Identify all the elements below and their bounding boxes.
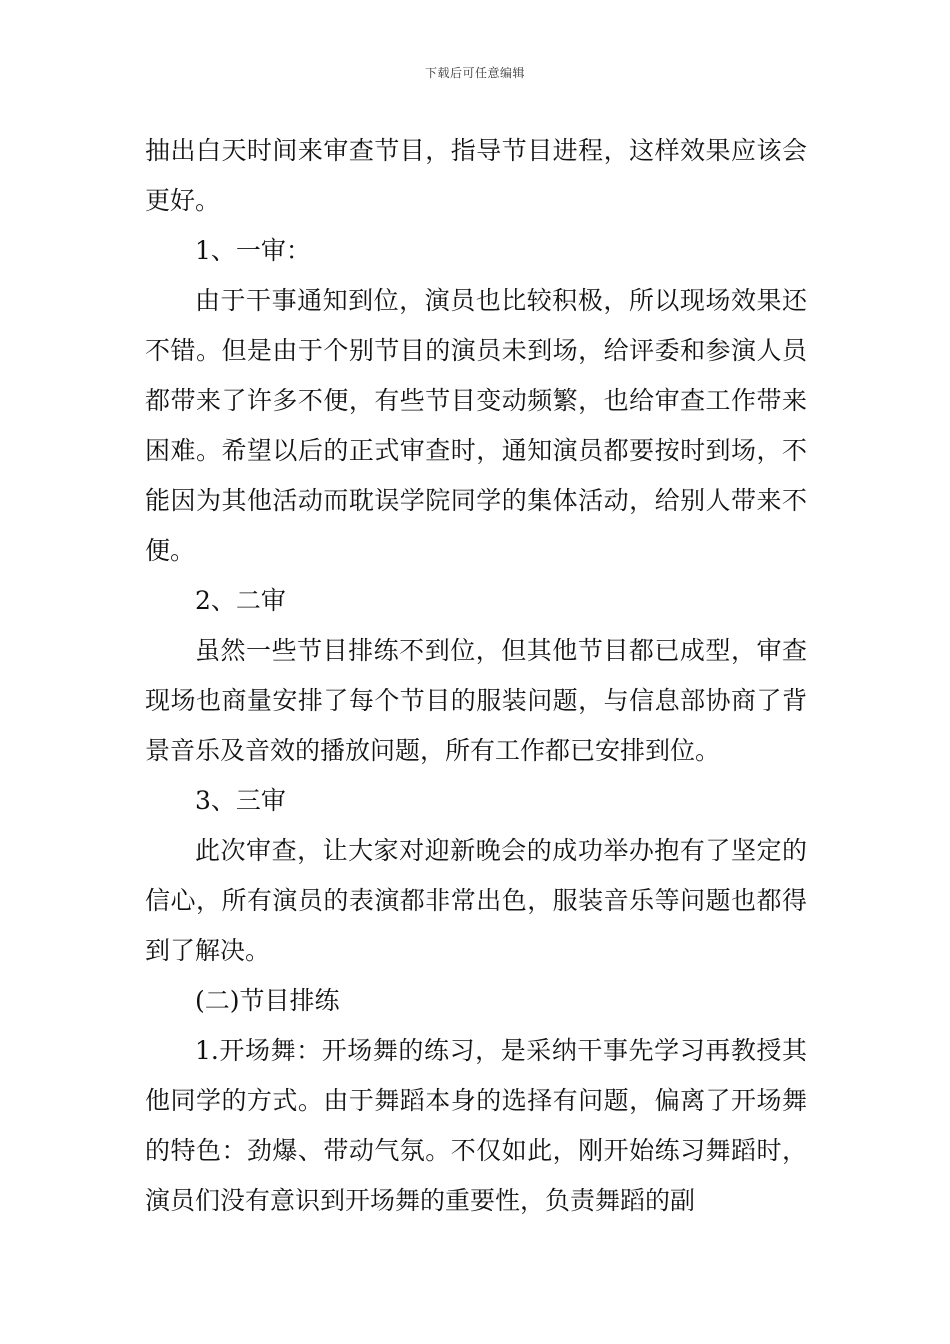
section-heading-third-review: 3、三审 — [195, 786, 286, 815]
paragraph-continuation: 抽出白天时间来审查节目，指导节目进程，这样效果应该会更好。 — [145, 136, 807, 215]
page-header: 下载后可任意编辑 — [424, 66, 525, 80]
document-body — [145, 126, 807, 1226]
paragraph-first-review: 由于干事通知到位，演员也比较积极，所以现场效果还不错。但是由于个别节目的演员未到场，给评委和参演人员都带来了许多不便，有些节目变动频繁，也给审查工作带来困难。希望以后的正式审查时，通知演员都要按时到场，不能因为其他活动而耽误学院同学的集体活动，给别人带来不便。 — [145, 286, 807, 565]
paragraph-opening-dance: 1.开场舞：开场舞的练习，是采纳干事先学习再教授其他同学的方式。由于舞蹈本身的选择有问题，偏离了开场舞的特色：劲爆、带动气氛。不仅如此，刚开始练习舞蹈时，演员们没有意识到开场舞的重要性，负责舞蹈的副 — [145, 1036, 807, 1215]
paragraph-second-review: 虽然一些节目排练不到位，但其他节目都已成型，审查现场也商量安排了每个节目的服装问题，与信息部协商了背景音乐及音效的播放问题，所有工作都已安排到位。 — [145, 636, 807, 765]
paragraph-third-review: 此次审查，让大家对迎新晚会的成功举办抱有了坚定的信心，所有演员的表演都非常出色，服装音乐等问题也都得到了解决。 — [145, 836, 807, 965]
section-heading-second-review: 2、二审 — [195, 586, 286, 615]
section-heading-rehearsal: (二)节目排练 — [195, 986, 340, 1015]
section-heading-first-review: 1、一审： — [195, 236, 311, 265]
